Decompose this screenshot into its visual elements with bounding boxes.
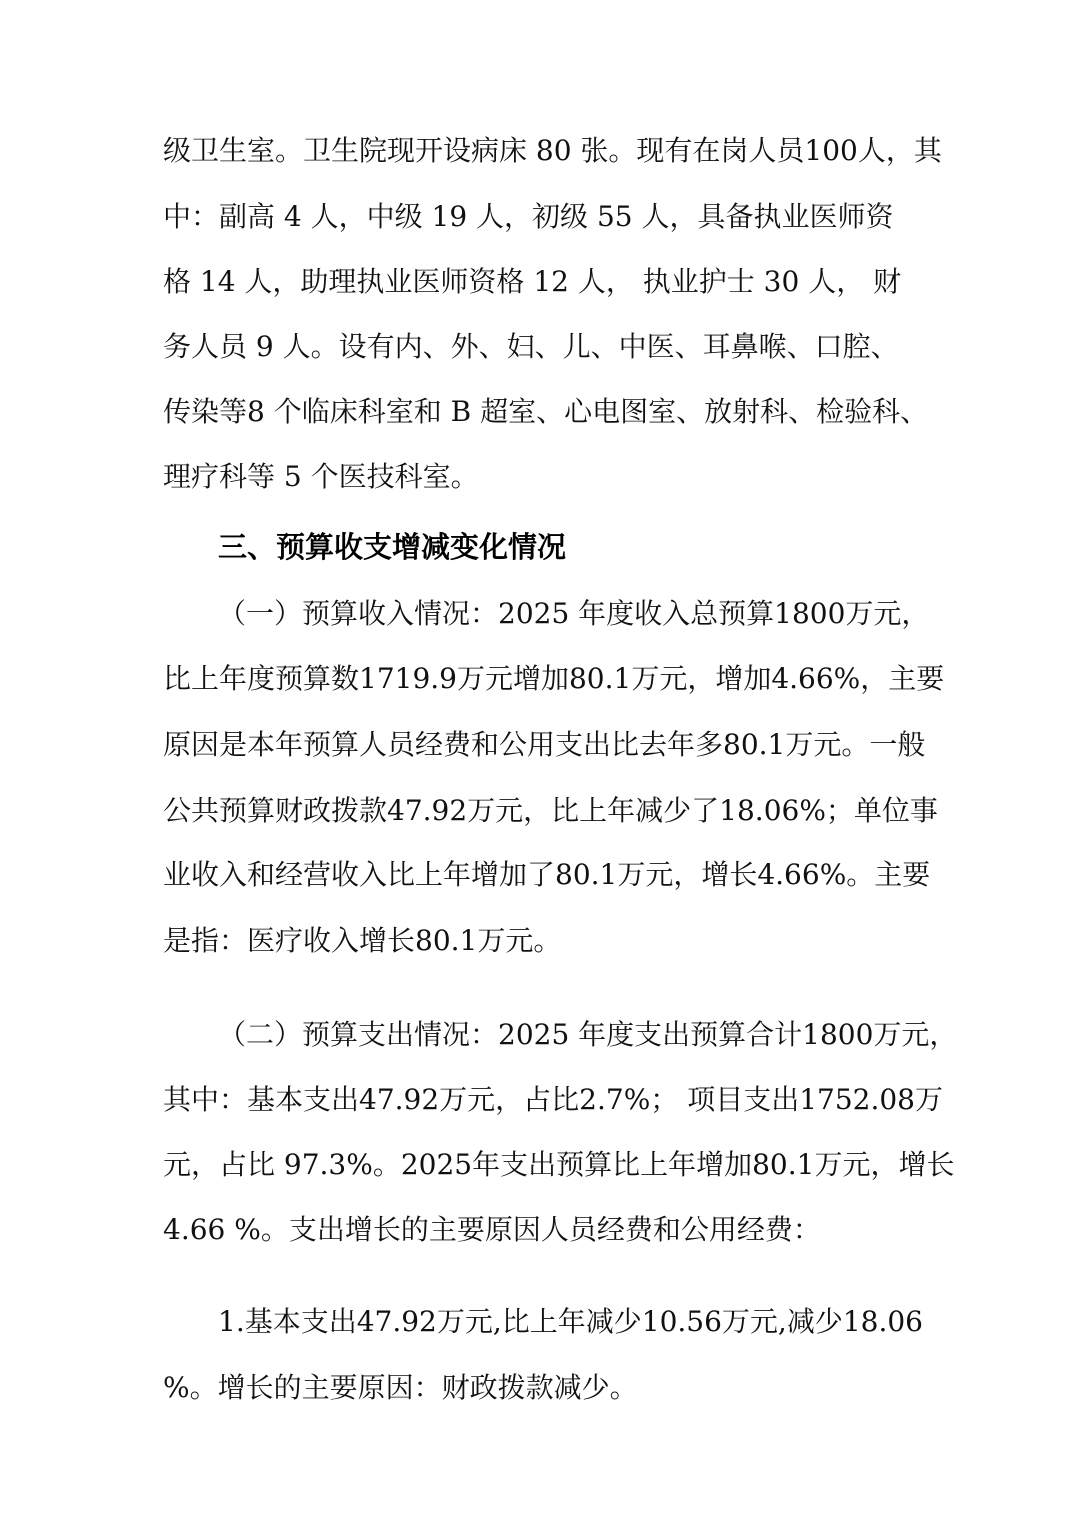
text-line: 传染等8 个临床科室和 B 超室、心电图室、放射科、检验科、: [163, 395, 929, 428]
text-line: 4.66 %。支出增长的主要原因人员经费和公用经费：: [163, 1213, 821, 1246]
text-line: 元，占比 97.3%。2025年支出预算比上年增加80.1万元，增长: [163, 1148, 955, 1181]
text-line: 理疗科等 5 个医技科室。: [163, 460, 479, 493]
text-line: 1.基本支出47.92万元,比上年减少10.56万元,减少18.06: [218, 1305, 923, 1338]
text-line: （一）预算收入情况：2025 年度收入总预算1800万元，: [218, 597, 930, 630]
text-line: 比上年度预算数1719.9万元增加80.1万元，增加4.66%，主要: [163, 662, 945, 695]
text-line: 原因是本年预算人员经费和公用支出比去年多80.1万元。一般: [163, 728, 926, 761]
text-line: （二）预算支出情况：2025 年度支出预算合计1800万元，: [218, 1018, 958, 1051]
text-line: 公共预算财政拨款47.92万元，比上年减少了18.06%；单位事: [163, 794, 938, 827]
text-line: 级卫生室。卫生院现开设病床 80 张。现有在岗人员100人，其: [163, 134, 942, 167]
text-line: 其中：基本支出47.92万元，占比2.7%； 项目支出1752.08万: [163, 1083, 943, 1116]
text-line: 中：副高 4 人，中级 19 人，初级 55 人，具备执业医师资: [163, 200, 894, 233]
section-heading: 三、预算收支增减变化情况: [218, 530, 567, 564]
text-line: 务人员 9 人。设有内、外、妇、儿、中医、耳鼻喉、口腔、: [163, 330, 899, 363]
text-line: 是指：医疗收入增长80.1万元。: [163, 924, 562, 957]
text-line: %。增长的主要原因：财政拨款减少。: [163, 1371, 638, 1404]
text-line: 格 14 人，助理执业医师资格 12 人， 执业护士 30 人， 财: [163, 265, 902, 298]
text-line: 业收入和经营收入比上年增加了80.1万元，增长4.66%。主要: [163, 858, 931, 891]
